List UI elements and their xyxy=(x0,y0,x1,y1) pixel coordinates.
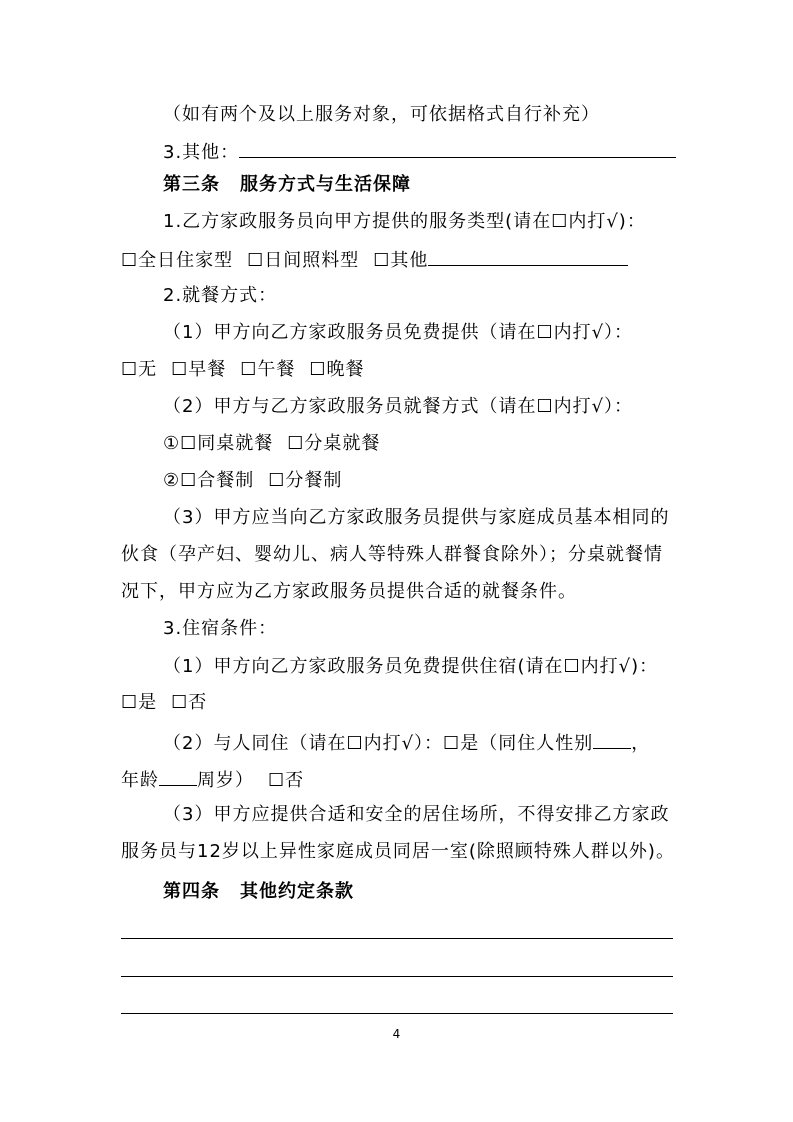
meal-way-row-2 xyxy=(163,468,342,494)
cohabit-age-unit: 周岁） xyxy=(197,770,254,791)
cohabit-question xyxy=(163,728,650,757)
lodging-option-yes[interactable]: ☐是 xyxy=(121,692,158,713)
lodging-note-line-2: 服务员与12岁以上异性家庭成员同居一室(除照顾特殊人群以外)。 xyxy=(121,841,675,862)
meal-option-breakfast[interactable]: ☐早餐 xyxy=(171,359,227,380)
other-label: 3.其他： xyxy=(163,142,240,163)
other-terms-line-2[interactable] xyxy=(121,976,673,977)
service-type-options xyxy=(121,245,628,274)
other-line xyxy=(163,137,676,166)
supplement-note: （如有两个及以上服务对象，可依据格式自行补充） xyxy=(163,104,600,125)
service-type-question: 1.乙方家政服务员向甲方提供的服务类型(请在☐内打√)： xyxy=(163,211,646,232)
meal-way-individual[interactable]: ☐分餐制 xyxy=(268,470,343,491)
meal-option-dinner[interactable]: ☐晚餐 xyxy=(309,359,365,380)
article3-heading xyxy=(163,172,411,198)
cohabit-option-no[interactable]: ☐否 xyxy=(268,770,305,791)
service-option-daytime[interactable]: ☐日间照料型 xyxy=(247,250,360,271)
other-terms-line-1[interactable] xyxy=(121,938,673,939)
meal-note-line-1: （3）甲方应当向乙方家政服务员提供与家庭成员基本相同的 xyxy=(163,507,670,528)
lodging-options xyxy=(121,690,207,716)
cohabit-gender-blank[interactable] xyxy=(593,728,631,749)
lodging-section-title: 3.住宿条件： xyxy=(163,618,278,639)
cohabit-age-label: 年龄 xyxy=(121,770,159,791)
other-blank[interactable] xyxy=(239,137,676,158)
cohabit-age-blank[interactable] xyxy=(159,765,197,786)
article3-title: 服务方式与生活保障 xyxy=(240,174,411,195)
lodging-option-no[interactable]: ☐否 xyxy=(171,692,208,713)
meal-way-separate-table[interactable]: ☐分桌就餐 xyxy=(287,433,381,454)
lodging-question: （1）甲方向乙方家政服务员免费提供住宿(请在☐内打√)： xyxy=(163,656,659,677)
other-terms-line-3[interactable] xyxy=(121,1013,673,1014)
cohabit-age-line xyxy=(121,765,304,794)
meal-way-same-table[interactable]: ①☐同桌就餐 xyxy=(163,433,274,454)
service-other-blank[interactable] xyxy=(428,245,628,266)
cohabit-comma: ， xyxy=(631,733,651,754)
article3-number: 第三条 xyxy=(163,174,220,195)
meal-option-lunch[interactable]: ☐午餐 xyxy=(240,359,296,380)
service-option-other[interactable]: ☐其他 xyxy=(373,250,429,271)
meal-option-none[interactable]: ☐无 xyxy=(121,359,158,380)
meal-section-title: 2.就餐方式： xyxy=(163,285,278,306)
cohabit-question-text: （2）与人同住（请在☐内打√）：☐是（同住人性别 xyxy=(163,733,594,754)
meal-note-line-3: 况下，甲方应为乙方家政服务员提供合适的就餐条件。 xyxy=(121,581,577,602)
meal-way-row-1 xyxy=(163,431,380,457)
article4-title: 其他约定条款 xyxy=(240,881,354,902)
article4-heading xyxy=(163,879,354,905)
meal-way-question: （2）甲方与乙方家政服务员就餐方式（请在☐内打√）： xyxy=(163,396,634,417)
meal-way-shared[interactable]: ②☐合餐制 xyxy=(163,470,255,491)
service-option-fulltime[interactable]: ☐全日住家型 xyxy=(121,250,234,271)
meal-free-options xyxy=(121,357,365,383)
lodging-note-line-1: （3）甲方应提供合适和安全的居住场所，不得安排乙方家政 xyxy=(163,804,670,825)
meal-note-line-2: 伙食（孕产妇、婴幼儿、病人等特殊人群餐食除外）；分桌就餐情 xyxy=(121,544,663,565)
article4-number: 第四条 xyxy=(163,881,220,902)
meal-free-question: （1）甲方向乙方家政服务员免费提供（请在☐内打√）： xyxy=(163,322,634,343)
page-number: 4 xyxy=(392,1027,401,1041)
